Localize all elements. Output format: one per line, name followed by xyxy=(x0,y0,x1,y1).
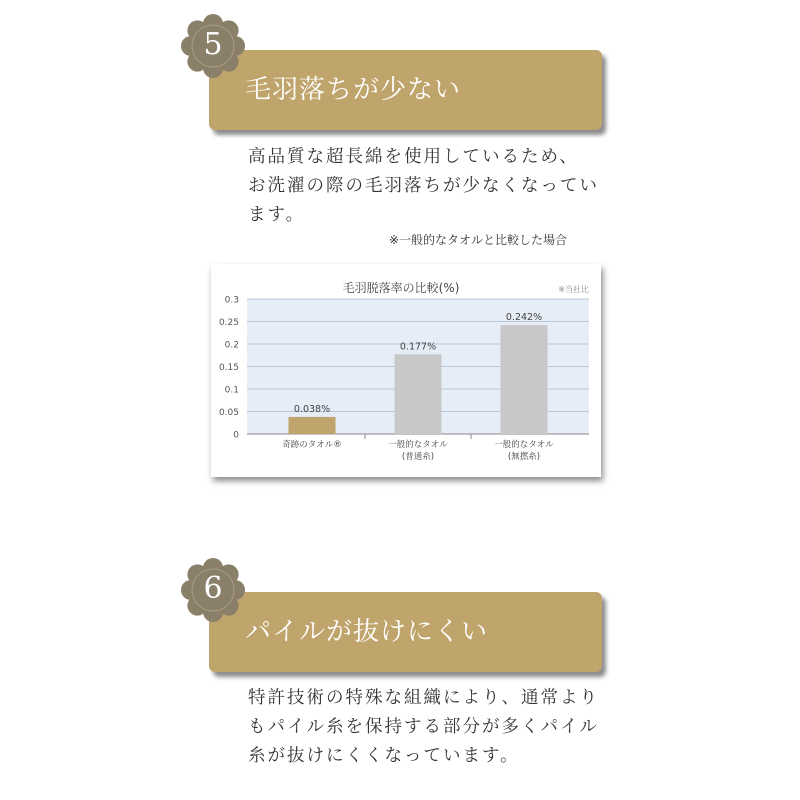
section6-body-line: もパイル糸を保持する部分が多くパイル xyxy=(248,717,599,737)
x-category-label: (無撚糸) xyxy=(507,452,541,462)
comparison-note: ※一般的なタオルと比較した場合 xyxy=(389,233,568,247)
y-tick-label: 0.2 xyxy=(224,340,239,351)
bar-value-label: 0.038% xyxy=(293,403,331,415)
bar xyxy=(289,417,336,434)
y-tick-label: 0.3 xyxy=(224,295,239,306)
section6-body xyxy=(248,684,618,771)
x-category-label: 奇跡のタオル® xyxy=(282,440,342,450)
chart-title: 毛羽脱落率の比較(%) xyxy=(342,281,460,295)
bar xyxy=(395,354,442,434)
section5-body-line: 高品質な超長綿を使用しているため、 xyxy=(248,147,579,167)
section6-title: パイルが抜けにくい xyxy=(245,617,489,647)
x-category-label: 一般的なタオル xyxy=(494,440,554,450)
bar-value-label: 0.177% xyxy=(399,341,437,353)
y-tick-label: 0 xyxy=(233,430,239,441)
section6-body-line: 糸が抜けにくくなっています。 xyxy=(248,746,520,766)
section5-number: 5 xyxy=(203,27,223,62)
section5-body-line: お洗濯の際の毛羽落ちが少なくなってい xyxy=(248,176,599,196)
section5-badge xyxy=(181,14,245,78)
bar-value-label: 0.242% xyxy=(505,312,543,324)
section6-number: 6 xyxy=(203,571,223,606)
y-tick-label: 0.25 xyxy=(218,318,239,328)
y-tick-label: 0.05 xyxy=(218,408,239,418)
chart-card xyxy=(211,264,601,477)
section6-badge xyxy=(181,558,245,622)
bar xyxy=(501,325,548,434)
y-tick-label: 0.1 xyxy=(224,385,239,396)
section5-body-line: ます。 xyxy=(248,205,306,225)
section6-body-line: 特許技術の特殊な組織により、通常より xyxy=(248,688,599,708)
section6-banner xyxy=(209,592,602,672)
chart-corner-note: ※当社比 xyxy=(558,285,589,294)
bar-chart xyxy=(211,264,601,477)
section5-title: 毛羽落ちが少ない xyxy=(245,75,462,105)
y-tick-label: 0.15 xyxy=(218,363,239,373)
section5-banner xyxy=(209,50,602,130)
x-category-label: 一般的なタオル xyxy=(388,440,448,450)
section5-body xyxy=(248,143,618,230)
x-category-label: (普通糸) xyxy=(401,452,435,462)
